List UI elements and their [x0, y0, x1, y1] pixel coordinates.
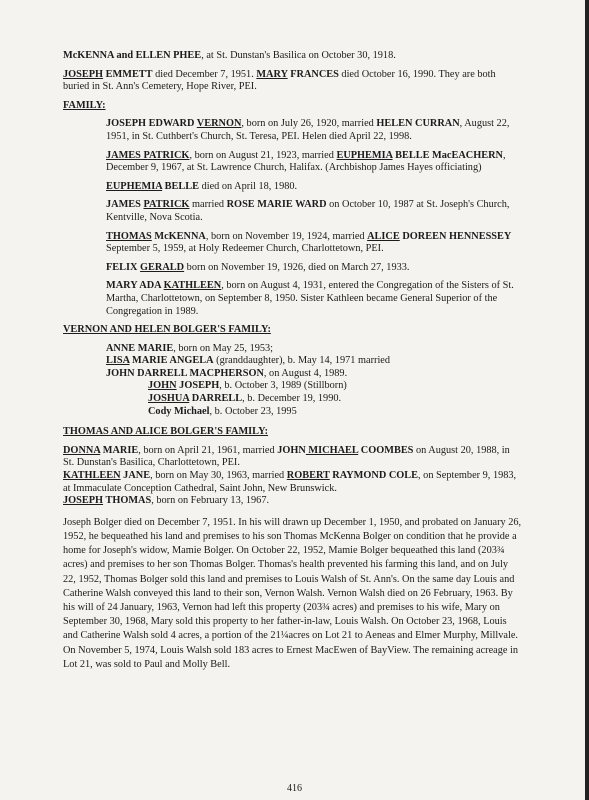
scan-edge	[585, 0, 589, 800]
list-item: JOHN JOSEPH, b. October 3, 1989 (Stillborn)	[148, 380, 347, 392]
child-entry: EUPHEMIA BELLE died on April 18, 1980.	[106, 180, 298, 192]
child-entry: THOMAS McKENNA, born on November 19, 1924, married ALICE DOREEN HENNESSEY September 5, 1959, at Holy Redeemer Church, Charlottetown, PEI.	[106, 230, 512, 255]
list-item: Cody Michael, b. October 23, 1995	[148, 405, 297, 417]
vernon-family-list	[63, 343, 523, 381]
page-number: 416	[287, 783, 302, 794]
list-item: JOHN DARRELL MACPHERSON, on August 4, 1989.	[106, 367, 348, 379]
family-heading: FAMILY:	[63, 99, 106, 111]
grandchildren-list	[63, 380, 523, 418]
list-item: JOSHUA DARRELL, b. December 19, 1990.	[148, 393, 342, 405]
list-item: ANNE MARIE, born on May 25, 1953;	[106, 342, 274, 354]
child-entry: MARY ADA KATHLEEN, born on August 4, 1931, entered the Congregation of the Sisters of St. Martha, Charlottetown, on September 8, 1950. Sister Kathleen became General Superior of the Congregation in 1989.	[106, 280, 514, 317]
document-page	[63, 50, 523, 678]
list-item: DONNA MARIE, born on April 21, 1961, married JOHN MICHAEL COOMBES on August 20, 1988, in St. Dunstan's Basilica, Charlottetown, PEI.	[63, 444, 510, 469]
child-entry: JAMES PATRICK married ROSE MARIE WARD on October 10, 1987 at St. Joseph's Church, Kentville, Nova Scotia.	[106, 199, 510, 223]
child-entry: FELIX GERALD born on November 19, 1926, died on March 27, 1933.	[106, 261, 410, 273]
child-entry: JAMES PATRICK, born on August 21, 1923, married EUPHEMIA BELLE MacEACHERN, December 9, 1967, at St. Lawrence Church, Halifax. (Archbishop James Hayes officiating)	[106, 149, 506, 174]
thomas-family-list	[63, 445, 523, 508]
narrative-paragraph: Joseph Bolger died on December 7, 1951. In his will drawn up December 1, 1950, and probated on January 26, 1952, he bequeathed his land and premises to his son Thomas McKenna Bolger on condition that he provide a home for Joseph's widow, Mamie Bolger. On October 22, 1952, Mamie Bolger bequeathed this land (203¾ acres) and premises to her son Thomas Bolger. Thomas's health prevented his farming this land, and on July 22, 1952, Thomas Bolger sold this land and premises to Louis Walsh of St. Ann's. On the same day Louis and Catherine Walsh conveyed this land to their son, Vernon Walsh. Vernon Walsh died on 26 February, 1963. By his will of 24 January, 1963, Vernon had left this property (203¾ acres) and premises to his wife, Mary on September 30, 1968, Mary sold this property to her father-in-law, Louis Walsh. On October 23, 1968, Louis and Catherine Walsh sold 4 acres, a portion of the 21¼acres on Lot 21 to Aeneas and Elmer Murphy, Millvale. On November 5, 1974, Louis Walsh sold 183 acres to Ernest MacEwen of BayView. The remaining acreage in Lot 21, was sold to Paul and Molly Bell.	[63, 516, 522, 670]
death-note: JOSEPH EMMETT died December 7, 1951. MARY FRANCES died October 16, 1990. They are both buried in St. Ann's Cemetery, Hope River, PEI.	[63, 68, 496, 93]
vernon-family-heading: VERNON AND HELEN BOLGER'S FAMILY:	[63, 324, 271, 336]
list-item: JOSEPH THOMAS, born on February 13, 1967.	[63, 495, 270, 507]
list-item: LISA MARIE ANGELA (granddaughter), b. May 14, 1971 married	[106, 355, 391, 367]
children-list	[63, 118, 523, 318]
child-entry: JOSEPH EDWARD VERNON, born on July 26, 1920, married HELEN CURRAN, August 22, 1951, in St. Cuthbert's Church, St. Teresa, PEI. Helen died April 22, 1998.	[106, 118, 510, 142]
marriage-note: McKENNA and ELLEN PHEE, at St. Dunstan's Basilica on October 30, 1918.	[63, 50, 396, 61]
thomas-family-heading: THOMAS AND ALICE BOLGER'S FAMILY:	[63, 426, 269, 438]
list-item: KATHLEEN JANE, born on May 30, 1963, married ROBERT RAYMOND COLE, on September 9, 1983, at Immaculate Conception Cathedral, Saint John, New Brunswick.	[63, 470, 517, 494]
